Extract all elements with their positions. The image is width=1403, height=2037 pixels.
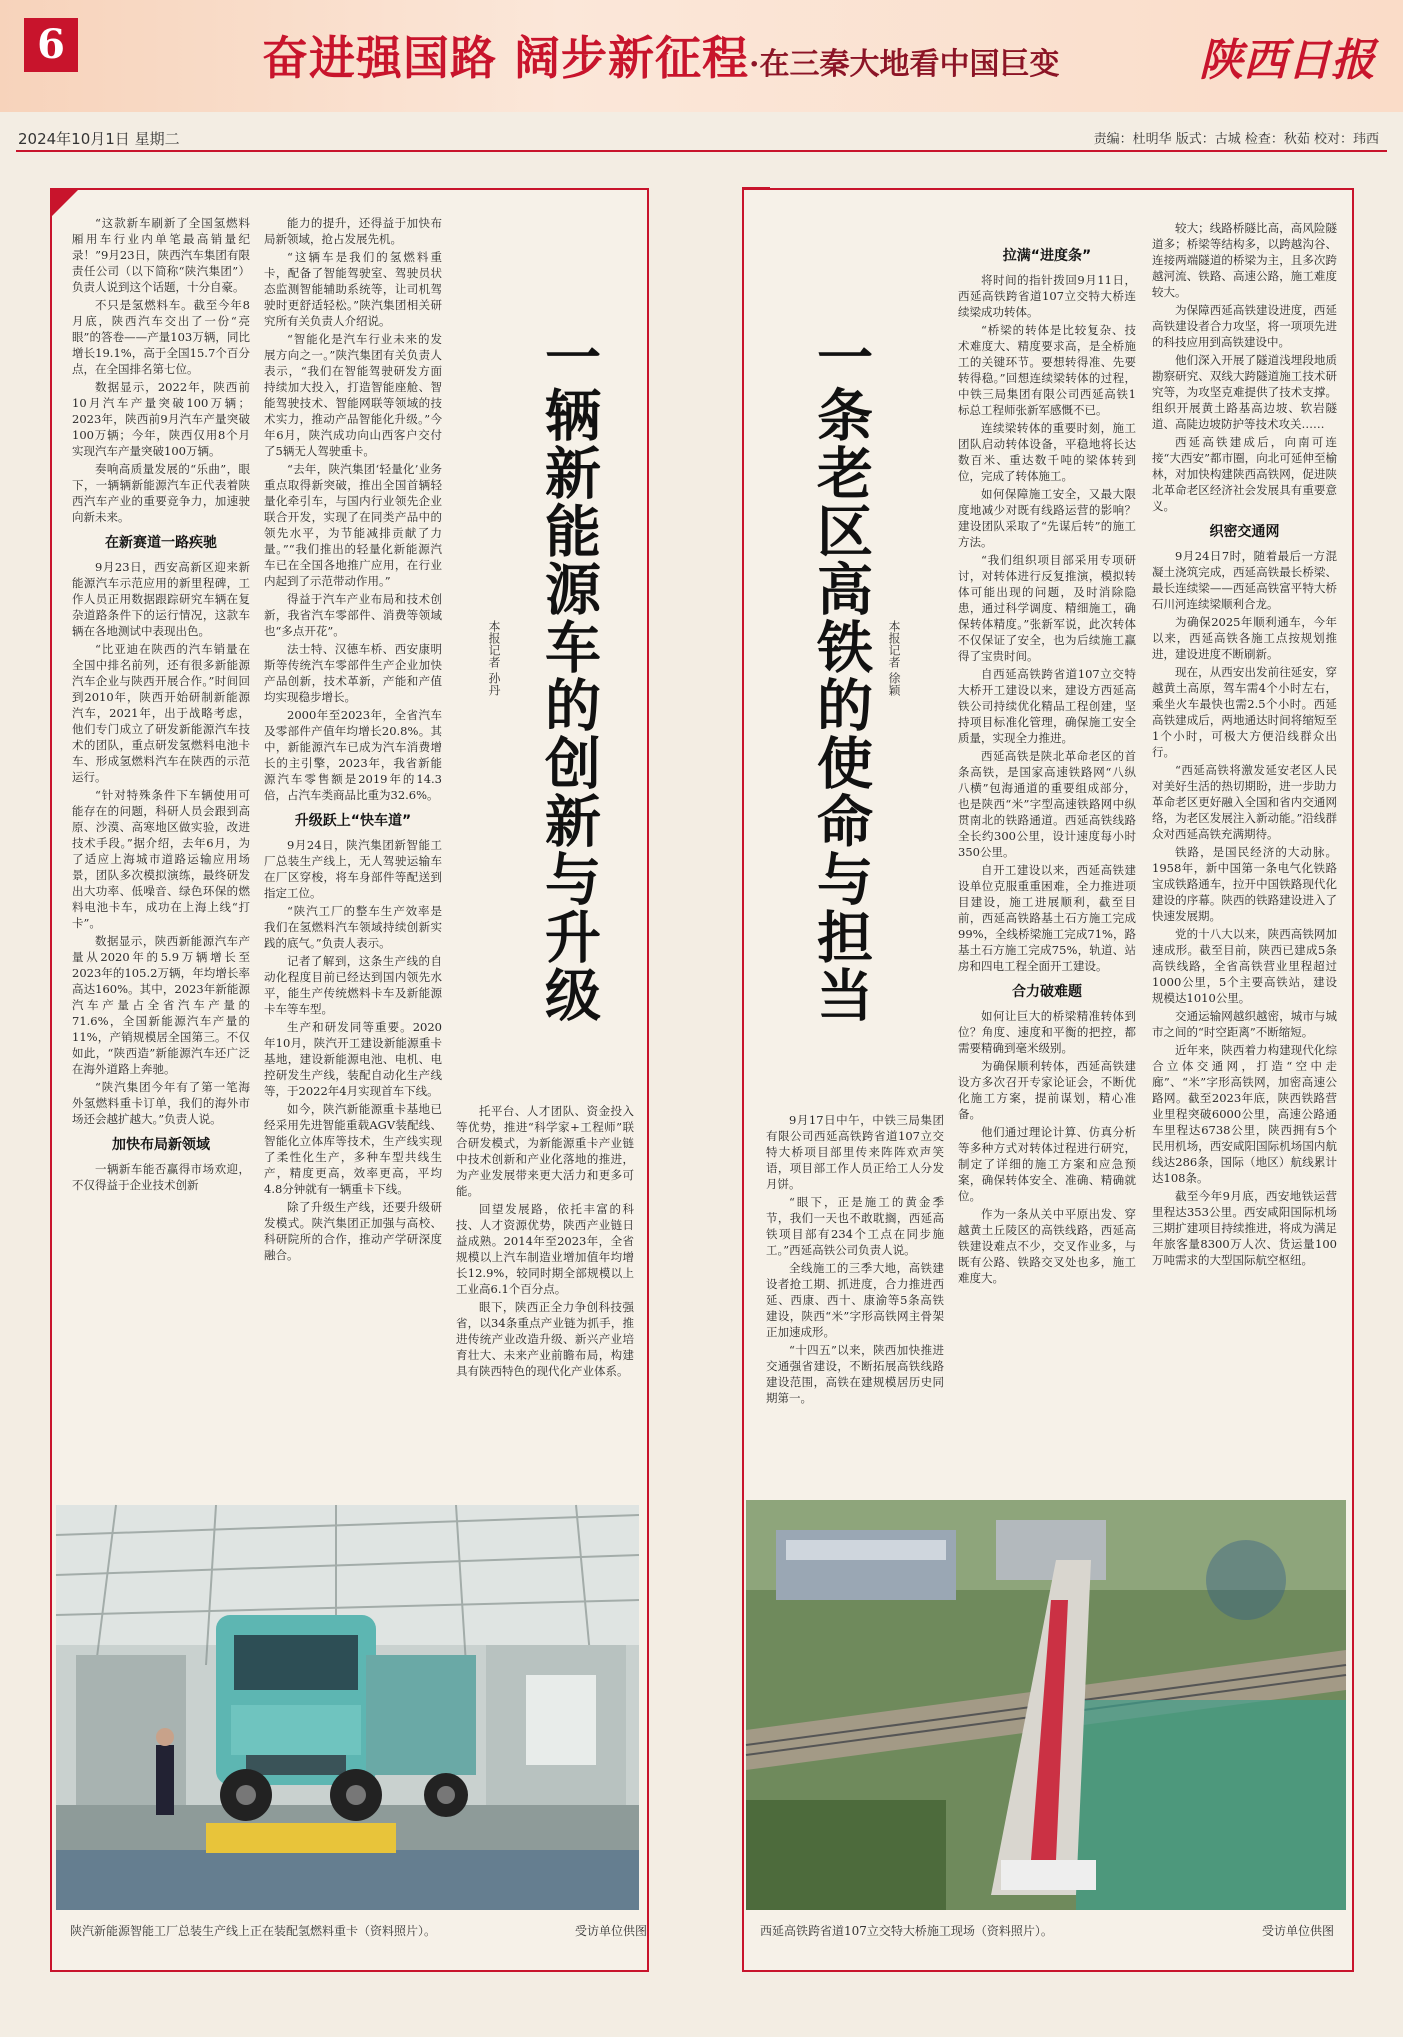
right-photo-caption: 西延高铁跨省道107立交特大桥施工现场（资料照片）。	[760, 1924, 1053, 1938]
right-column-1b	[766, 1112, 944, 1498]
banner-subtitle: ·在三秦大地看中国巨变	[749, 47, 1060, 82]
article-paragraph: 如今，陕汽新能源重卡基地已经采用先进智能重载AGV装配线、智能化立体库等技术，生产线实现了柔性化生产，多种车型共线生产，精度更高，效率更高，平均4.8分钟就有一辆重卡下线。	[264, 1102, 442, 1196]
article-paragraph: 他们通过理论计算、仿真分析等多种方式对转体过程进行研究，制定了详细的施工方案和应急预案，确保转体安全、准确、精确就位。	[958, 1125, 1136, 1203]
article-paragraph: “这辆车是我们的氢燃料重卡，配备了智能驾驶室、驾驶员状态监测智能辅助系统等，让司机驾驶时更舒适轻松。”陕汽集团相关研究所有关负责人介绍说。	[264, 250, 442, 328]
article-paragraph: 他们深入开展了隧道浅埋段地质勘察研究、双线大跨隧道施工技术研究等，为攻坚克难提供了技术支撑。组织开展黄土路基高边坡、软岩隧道、高陡边坡防护等技术攻关……	[1152, 353, 1337, 431]
left-corner-accent	[50, 188, 80, 218]
article-paragraph: 9月23日，西安高新区迎来新能源汽车示范应用的新里程碑，工作人员正用数据跟踪研究车辆在复杂道路条件下的运行情况，这款车辆在各地测试中表现出色。	[72, 560, 250, 638]
article-paragraph: “桥梁的转体是比较复杂、技术难度大、精度要求高，是全桥施工的关键环节。要想转得准、先要转得稳。”回想连续梁转体的过程，中铁三局集团有限公司西延高铁1标总工程师张新军感慨不已。	[958, 323, 1136, 417]
article-paragraph: “眼下，正是施工的黄金季节，我们一天也不敢耽搁，西延高铁项目部有234个工点在同步施工。”西延高铁公司负责人说。	[766, 1195, 944, 1257]
article-paragraph: 自开工建设以来，西延高铁建设单位克服重重困难，全力推进项目建设，施工进展顺利，截至目前，西延高铁路基土石方施工完成99%，全线桥梁施工完成71%，路基土石方施工完成75%，轨道、站房和四电工程全面开工建设。	[958, 863, 1136, 973]
article-paragraph: 作为一条从关中平原出发、穿越黄土丘陵区的高铁线路，西延高铁建设难点不少，交叉作业多，与既有公路、铁路交叉处也多，施工难度大。	[958, 1207, 1136, 1285]
article-paragraph: “陕汽集团今年有了第一笔海外氢燃料重卡订单，我们的海外市场还会越扩越大。”负责人说。	[72, 1080, 250, 1126]
right-photo-credit: 受访单位供图	[1262, 1924, 1335, 1938]
article-paragraph: “去年，陕汽集团‘轻量化’业务重点取得新突破，推出全国首辆轻量化牵引车，与国内行业领先企业联合开发，实现了在同类产品中的领先水平，为节能减排贡献了力量。”“我们推出的轻量化新能源汽车已在全国各地推广应用，在行业内起到了示范带动作用。”	[264, 462, 442, 588]
article-paragraph: 现在，从西安出发前往延安，穿越黄土高原，驾车需4个小时左右，乘坐火车最快也需2.5个小时。西延高铁建成后，两地通达时间将缩短至1个小时，可极大方便沿线群众出行。	[1152, 665, 1337, 759]
article-paragraph: 自西延高铁跨省道107立交特大桥开工建设以来，建设方西延高铁公司持续优化精品工程创建，坚持项目标准化管理，确保施工安全质量，实现全力推进。	[958, 667, 1136, 745]
left-headline: 一辆新能源车的创新与升级	[536, 328, 601, 1024]
left-column-3	[456, 1103, 634, 1498]
article-paragraph: 西延高铁是陕北革命老区的首条高铁，是国家高速铁路网“八纵八横”包海通道的重要组成部分，也是陕西“米”字型高速铁路网中纵贯南北的铁路通道。西延高铁线路全长约300公里，设计速度每小时350公里。	[958, 749, 1136, 859]
article-paragraph: “陕汽工厂的整车生产效率是我们在氢燃料汽车领域持续创新实践的底气。”负责人表示。	[264, 904, 442, 950]
article-paragraph: 2000年至2023年，全省汽车及零部件产值年均增长20.8%。其中，新能源汽车已成为汽车消费增长的主引擎，2023年，我省新能源汽车零售额是2019年的14.3倍，占汽车类商品比重为32.6%。	[264, 708, 442, 802]
article-paragraph: 数据显示，2022年，陕西前10月汽车产量突破100万辆；2023年，陕西前9月汽车产量突破100万辆；今年，陕西仅用8个月实现汽车产量突破100万辆。	[72, 380, 250, 458]
article-paragraph: 不只是氢燃料车。截至今年8月底，陕西汽车交出了一份“亮眼”的答卷——产量103万辆，同比增长19.1%，高于全国15.7个百分点，在全国排名第七位。	[72, 298, 250, 376]
article-paragraph: 能力的提升，还得益于加快布局新领域，抢占发展先机。	[264, 216, 442, 246]
dateline: 2024年10月1日 星期二	[18, 130, 180, 148]
article-paragraph: “十四五”以来，陕西加快推进交通强省建设，不断拓展高铁线路建设范围，高铁在建规模居历史同期第一。	[766, 1343, 944, 1405]
editor-credits: 责编：杜明华 版式：古城 检查：秋茹 校对：玮西	[1093, 132, 1379, 147]
article-paragraph: “这款新车刷新了全国氢燃料厢用车行业内单笔最高销量纪录！”9月23日，陕西汽车集团有限责任公司（以下简称“陕汽集团”）负责人说到这个话题，十分自豪。	[72, 216, 250, 294]
article-paragraph: 铁路，是国民经济的大动脉。1958年，新中国第一条电气化铁路宝成铁路通车，拉开中国铁路现代化建设的序幕。陕西的铁路建设进入了快速发展期。	[1152, 845, 1337, 923]
article-paragraph: “西延高铁将激发延安老区人民对美好生活的热切期盼，进一步助力革命老区更好融入全国和省内交通网络，为老区发展注入新动能。”沿线群众对西延高铁充满期待。	[1152, 763, 1337, 841]
section-heading: 拉满“进度条”	[1002, 248, 1092, 264]
article-paragraph: 全线施工的三季大地，高铁建设者抢工期、抓进度，合力推进西延、西康、西十、康渝等5条高铁建设，陕西“米”字形高铁网主骨架正加速成形。	[766, 1261, 944, 1339]
article-paragraph: 9月24日7时，随着最后一方混凝土浇筑完成，西延高铁最长桥梁、最长连续梁——西延高铁富平特大桥石川河连续梁顺利合龙。	[1152, 549, 1337, 611]
section-heading: 加快布局新领域	[112, 1137, 210, 1153]
article-paragraph: 9月24日，陕汽集团新智能工厂总装生产线上，无人驾驶运输车在厂区穿梭，将车身部件等配送到指定工位。	[264, 838, 442, 900]
right-column-1	[958, 238, 1136, 1285]
article-paragraph: “智能化是汽车行业未来的发展方向之一。”陕汽集团有关负责人表示，“我们在智能驾驶研发方面持续加大投入，打造智能座舱、智能驾驶技术、智能网联等领域的技术实力，推动产品智能化升级。”今年6月，陕汽成功向山西客户交付了5辆无人驾驶重卡。	[264, 332, 442, 458]
article-paragraph: 托平台、人才团队、资金投入等优势，推进“科学家+工程师”联合研发模式，为新能源重卡产业链中技术创新和产业化落地的推进，为产业发展带来更大活力和更多可能。	[456, 1104, 634, 1198]
article-paragraph: 如何保障施工安全，又最大限度地减少对既有线路运营的影响？建设团队采取了“先谋后转”的施工方法。	[958, 487, 1136, 549]
article-paragraph: 西延高铁建成后，向南可连接“大西安”都市圈，向北可延伸至榆林，对加快构建陕西高铁网，促进陕北革命老区经济社会发展具有重要意义。	[1152, 435, 1337, 513]
article-paragraph: “比亚迪在陕西的汽车销量在全国中排名前列，还有很多新能源汽车企业与陕西开展合作。”时间回到2010年，陕西开始研制新能源汽车，2021年，出于战略考虑，他们专门成立了研发新能源汽车技术的团队，重点研发氢燃料电池卡车、形成氢燃料汽车在陕西的示范运行。	[72, 642, 250, 784]
right-column-2	[1152, 220, 1337, 1498]
banner-main: 奋进强国路 阔步新征程	[262, 31, 750, 85]
article-paragraph: 一辆新车能否赢得市场欢迎，不仅得益于企业技术创新	[72, 1162, 250, 1192]
truck-factory-photo	[56, 1505, 639, 1910]
section-heading: 织密交通网	[1209, 524, 1280, 540]
article-paragraph: 回望发展路，依托丰富的科技、人才资源优势，陕西产业链日益成熟。2014年至2023年，全省规模以上汽车制造业增加值年均增长12.9%，较同时期全部规模以上工业高6.1个百分点。	[456, 1202, 634, 1296]
left-column-2	[264, 215, 442, 1262]
article-paragraph: 较大；线路桥隧比高，高风险隧道多；桥梁等结构多，以跨越沟谷、连接两端隧道的桥梁为主，且多次跨越河流、铁路、高速公路，施工难度较大。	[1152, 221, 1337, 299]
article-paragraph: 为确保2025年顺利通车，今年以来，西延高铁各施工点按规划推进，建设进度不断刷新。	[1152, 615, 1337, 661]
right-headline: 一条老区高铁的使命与担当	[808, 328, 873, 1024]
article-paragraph: 党的十八大以来，陕西高铁网加速成形。截至目前，陕西已建成5条高铁线路，全省高铁营业里程超过1000公里，5个主要高铁站，建设规模达1010公里。	[1152, 927, 1337, 1005]
section-heading: 合力破难题	[1012, 984, 1082, 1000]
left-byline: 本报记者 孙丹	[487, 620, 501, 696]
article-paragraph: 9月17日中午，中铁三局集团有限公司西延高铁跨省道107立交特大桥项目部里传来阵阵欢声笑语，项目部工作人员正给工人分发月饼。	[766, 1113, 944, 1191]
bridge-construction-photo	[746, 1500, 1346, 1910]
left-column-1	[72, 215, 250, 1498]
article-paragraph: 将时间的指针拨回9月11日，西延高铁跨省道107立交特大桥连续梁成功转体。	[958, 273, 1136, 319]
article-paragraph: 除了升级生产线，还要升级研发模式。陕汽集团正加强与高校、科研院所的合作，推动产学研深度融合。	[264, 1200, 442, 1262]
agv-platform	[206, 1823, 396, 1853]
newspaper-logo: 陕西日报	[1199, 35, 1375, 86]
article-paragraph: 截至今年9月底，西安地铁运营里程达353公里。西安咸阳国际机场三期扩建项目持续推进，将成为满足年旅客量8300万人次、货运量100万吨需求的大型国际航空枢纽。	[1152, 1189, 1337, 1267]
article-paragraph: 数据显示，陕西新能源汽车产量从2020年的5.9万辆增长至2023年的105.2万辆，年均增长率高达160%。其中，2023年新能源汽车产量占全省汽车产量的71.6%，全国新能源汽车产量的11%，产销规模居全国第三。不仅如此，“陕西造”新能源汽车还广泛在海外道路上奔驰。	[72, 934, 250, 1076]
article-paragraph: 生产和研发同等重要。2020年10月，陕汽开工建设新能源重卡基地，建设新能源电池、电机、电控研发生产线，装配自动化生产线等，于2022年4月实现首车下线。	[264, 1020, 442, 1098]
article-paragraph: 为保障西延高铁建设进度，西延高铁建设者合力攻坚，将一项项先进的科技应用到高铁建设中。	[1152, 303, 1337, 349]
article-paragraph: 近年来，陕西着力构建现代化综合立体交通网，打造“空中走廊”、“米”字形高铁网，加密高速公路网。截至2023年底，陕西铁路营业里程突破6000公里，高速公路通车里程达6738公里，陕西拥有5个民用机场，西安咸阳国际机场国内航线达286条，国际（地区）航线累计达108条。	[1152, 1043, 1337, 1185]
article-paragraph: 交通运输网越织越密，城市与城市之间的“时空距离”不断缩短。	[1152, 1009, 1337, 1039]
article-paragraph: 为确保顺利转体，西延高铁建设方多次召开专家论证会，不断优化施工方案，提前谋划，精心准备。	[958, 1059, 1136, 1121]
article-paragraph: 得益于汽车产业布局和技术创新，我省汽车零部件、消费等领域也“多点开花”。	[264, 592, 442, 638]
article-paragraph: 记者了解到，这条生产线的自动化程度目前已经达到国内领先水平，能生产传统燃料卡车及新能源卡车等车型。	[264, 954, 442, 1016]
section-heading: 升级跃上“快车道”	[294, 813, 412, 829]
article-paragraph: “我们组织项目部采用专项研讨，对转体进行反复推演，模拟转体可能出现的问题，及时消除隐患，通过科学调度、精细施工，确保转体精度。”张新军说，此次转体不仅保证了安全，也为后续施工赢得了宝贵时间。	[958, 553, 1136, 663]
truck-factory-illustration	[56, 1505, 639, 1910]
left-photo-credit: 受访单位供图	[575, 1924, 648, 1938]
bridge-aerial-illustration	[746, 1500, 1346, 1910]
article-paragraph: 奏响高质量发展的“乐曲”，眼下，一辆辆新能源汽车正代表着陕西汽车产业的重要竞争力，加速驶向新未来。	[72, 462, 250, 524]
page-number: 6	[24, 18, 78, 72]
right-byline: 本报记者 徐颖	[887, 620, 901, 696]
article-paragraph: “针对特殊条件下车辆使用可能存在的问题，科研人员会跟到高原、沙漠、高寒地区做实验，改进技术手段。”据介绍，去年6月，为了适应上海城市道路运输应用场景，团队多次模拟演练，最终研发出大功率、低噪音、绿色环保的燃料电池卡车，成功在上海上线“打卡”。	[72, 788, 250, 930]
article-paragraph: 眼下，陕西正全力争创科技强省，以34条重点产业链为抓手，推进传统产业改造升级、新兴产业培育壮大、未来产业前瞻布局，构建具有陕西特色的现代化产业体系。	[456, 1300, 634, 1378]
article-paragraph: 法士特、汉德车桥、西安康明斯等传统汽车零部件生产企业加快产品创新，技术革新，产能和产值均实现稳步增长。	[264, 642, 442, 704]
article-paragraph: 连续梁转体的重要时刻，施工团队启动转体设备，平稳地将长达数百米、重达数千吨的梁体转到位，完成了转体施工。	[958, 421, 1136, 483]
section-heading: 在新赛道一路疾驰	[105, 535, 217, 551]
left-photo-caption: 陕汽新能源智能工厂总装生产线上正在装配氢燃料重卡（资料照片）。	[70, 1924, 437, 1938]
article-paragraph: 如何让巨大的桥梁精准转体到位？角度、速度和平衡的把控，都需要精确到毫米级别。	[958, 1009, 1136, 1055]
